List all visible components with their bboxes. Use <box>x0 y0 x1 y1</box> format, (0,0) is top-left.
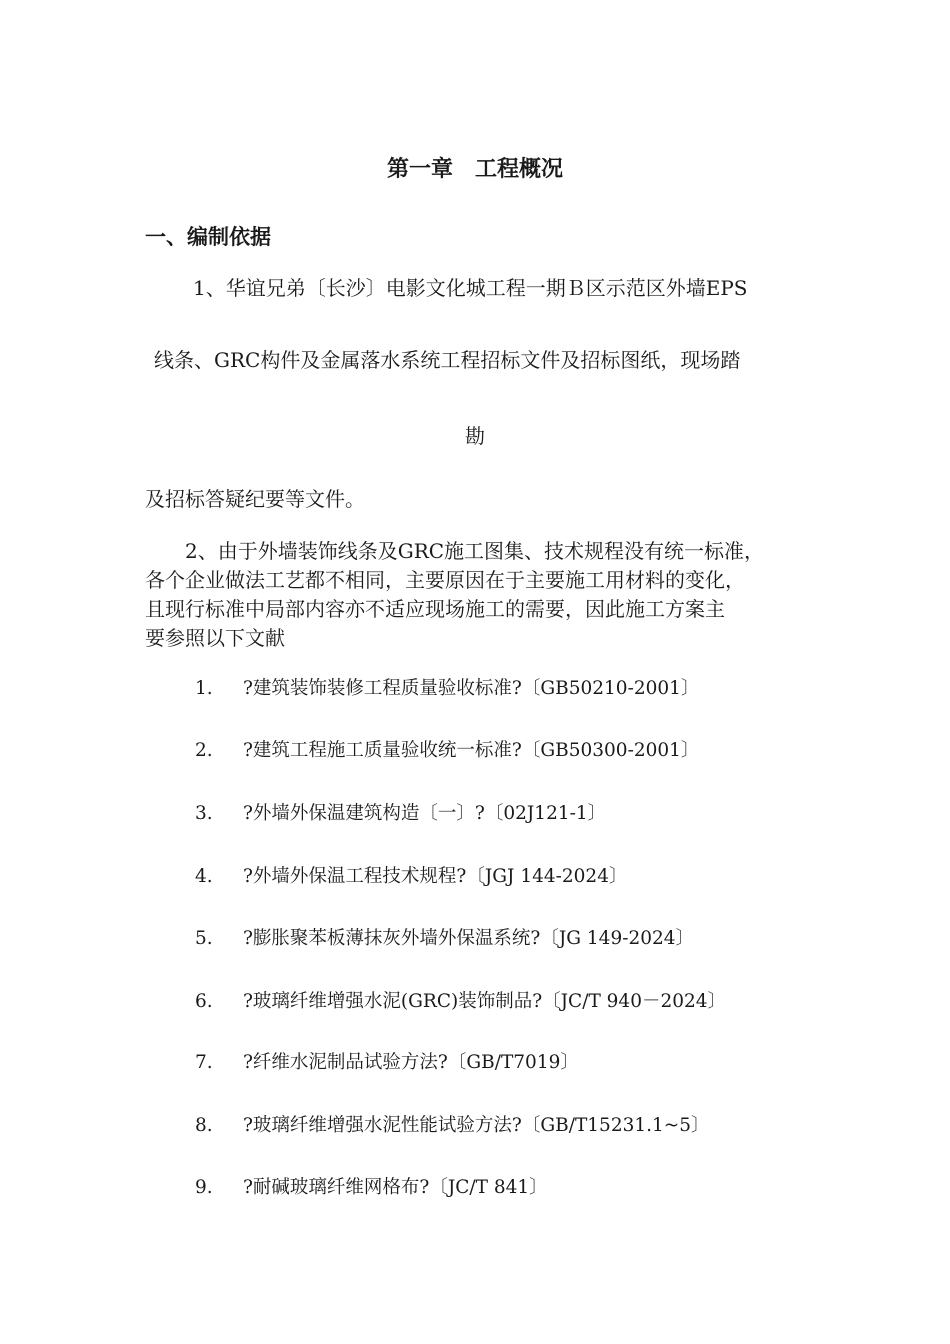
reference-item <box>195 989 726 1015</box>
paragraph-2-line: 要参照以下文献 <box>145 626 285 650</box>
paragraph-2-line: 2、由于外墙装饰线条及GRC施工图集、技术规程没有统一标准， <box>185 539 765 563</box>
reference-item <box>195 676 699 702</box>
reference-item <box>195 1175 548 1201</box>
reference-item <box>195 1113 710 1139</box>
reference-item <box>195 926 694 952</box>
paragraph-1-line-2: 线条、GRC构件及金属落水系统工程招标文件及招标图纸，现场踏 <box>154 348 741 372</box>
chapter-title: 第一章 工程概况 <box>386 157 563 182</box>
reference-text: ?纤维水泥制品试验方法?〔GB/T7019〕 <box>243 1052 579 1073</box>
paragraph-2-line: 且现行标准中局部内容亦不适应现场施工的需要，因此施工方案主 <box>145 597 725 621</box>
reference-item <box>195 864 627 890</box>
reference-item <box>195 1050 579 1076</box>
reference-number: 3. <box>195 803 213 824</box>
reference-text: ?玻璃纤维增强水泥(GRC)装饰制品?〔JC/T 940－2024〕 <box>243 991 727 1012</box>
reference-text: ?耐碱玻璃纤维网格布?〔JC/T 841〕 <box>243 1177 548 1198</box>
reference-number: 6. <box>195 991 213 1012</box>
paragraph-1-line-3: 勘 <box>465 424 485 448</box>
reference-number: 1. <box>195 678 213 699</box>
reference-number: 2. <box>195 740 213 761</box>
reference-number: 9. <box>195 1177 213 1198</box>
paragraph-1-line-1: 1、华谊兄弟〔长沙〕电影文化城工程一期Ｂ区示范区外墙EPS <box>193 276 748 300</box>
paragraph-2 <box>145 537 825 653</box>
reference-text: ?膨胀聚苯板薄抹灰外墙外保温系统?〔JG 149-2024〕 <box>243 928 695 949</box>
reference-text: ?玻璃纤维增强水泥性能试验方法?〔GB/T15231.1~5〕 <box>243 1115 710 1136</box>
reference-number: 4. <box>195 866 213 887</box>
section-heading: 一、编制依据 <box>145 225 271 249</box>
reference-text: ?外墙外保温工程技术规程?〔JGJ 144-2024〕 <box>243 866 628 887</box>
reference-number: 5. <box>195 928 213 949</box>
paragraph-1-line-4: 及招标答疑纪要等文件。 <box>145 487 365 511</box>
reference-text: ?建筑装饰装修工程质量验收标准?〔GB50210-2001〕 <box>243 678 700 699</box>
reference-item <box>195 801 606 827</box>
reference-number: 7. <box>195 1052 213 1073</box>
reference-text: ?外墙外保温建筑构造〔一〕?〔02J121-1〕 <box>243 803 607 824</box>
reference-number: 8. <box>195 1115 213 1136</box>
reference-item <box>195 738 699 764</box>
reference-text: ?建筑工程施工质量验收统一标准?〔GB50300-2001〕 <box>243 740 700 761</box>
paragraph-2-line: 各个企业做法工艺都不相同，主要原因在于主要施工用材料的变化， <box>145 568 745 592</box>
